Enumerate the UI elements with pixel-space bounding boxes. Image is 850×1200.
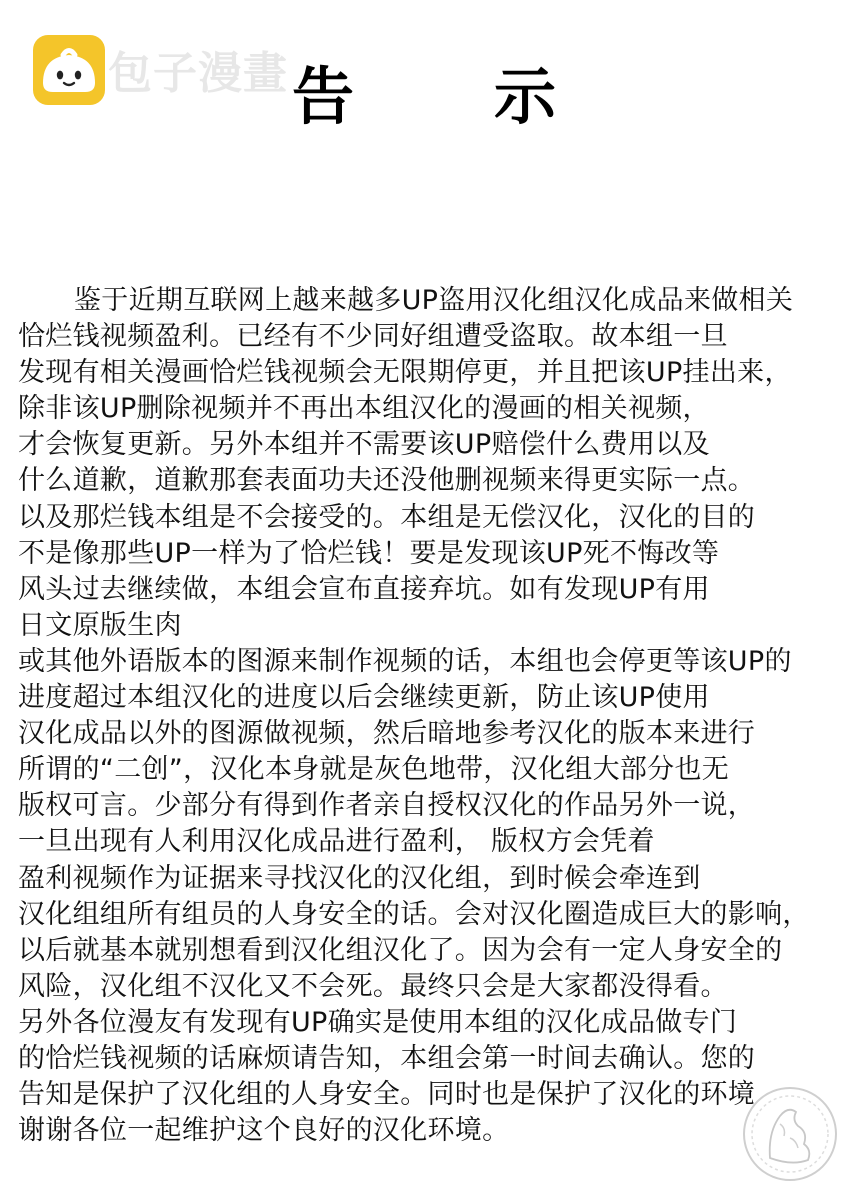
title-char-1: 告 xyxy=(292,60,355,133)
notice-line: 风头过去继续做，本组会宣布直接弃坑。如有发现UP有用 xyxy=(18,573,710,605)
page-title xyxy=(0,58,850,138)
notice-line: 的恰烂钱视频的话麻烦请告知，本组会第一时间去确认。您的 xyxy=(18,1042,756,1074)
notice-line: 一旦出现有人利用汉化成品进行盈利， 版权方会凭着 xyxy=(18,826,655,858)
notice-line: 发现有相关漫画恰烂钱视频会无限期停更，并且把该UP挂出来， xyxy=(18,357,792,389)
notice-line: 日文原版生肉 xyxy=(18,609,182,641)
notice-line: 进度超过本组汉化的进度以后会继续更新，防止该UP使用 xyxy=(18,682,710,714)
notice-line: 汉化成品以外的图源做视频，然后暗地参考汉化的版本来进行 xyxy=(18,718,756,750)
notice-line: 除非该UP删除视频并不再出本组汉化的漫画的相关视频， xyxy=(18,393,710,425)
notice-line: 版权可言。少部分有得到作者亲自授权汉化的作品另外一说， xyxy=(18,790,756,822)
notice-line: 告知是保护了汉化组的人身安全。同时也是保护了汉化的环境 xyxy=(18,1079,756,1111)
watermark-site-name: 包子漫畫 xyxy=(108,48,288,99)
notice-line: 汉化组组所有组员的人身安全的话。会对汉化圈造成巨大的影响， xyxy=(18,898,810,930)
notice-body xyxy=(18,283,840,1149)
notice-line: 谢谢各位一起维护这个良好的汉化环境。 xyxy=(18,1115,510,1147)
notice-line: 风险，汉化组不汉化又不会死。最终只会是大家都没得看。 xyxy=(18,970,728,1002)
notice-line: 以后就基本就别想看到汉化组汉化了。因为会有一定人身安全的 xyxy=(18,934,783,966)
circular-seal-icon xyxy=(740,1080,840,1188)
notice-line: 所谓的“二创”，汉化本身就是灰色地带，汉化组大部分也无 xyxy=(18,754,730,786)
seal-graphic xyxy=(740,1080,840,1188)
notice-line: 不是像那些UP一样为了恰烂钱！要是发现该UP死不悔改等 xyxy=(18,537,720,569)
title-char-2: 示 xyxy=(494,60,557,133)
notice-line: 恰烂钱视频盈利。已经有不少同好组遭受盗取。故本组一旦 xyxy=(18,321,728,353)
notice-line: 才会恢复更新。另外本组并不需要该UP赔偿什么费用以及 xyxy=(18,429,710,461)
notice-line: 另外各位漫友有发现有UP确实是使用本组的汉化成品做专门 xyxy=(18,1006,738,1038)
notice-line: 盈利视频作为证据来寻找汉化的汉化组，到时候会牵连到 xyxy=(18,862,701,894)
notice-line: 鉴于近期互联网上越来越多UP盗用汉化组汉化成品来做相关 xyxy=(74,285,794,316)
notice-line: 或其他外语版本的图源来制作视频的话，本组也会停更等该UP的 xyxy=(18,645,792,677)
notice-line: 以及那烂钱本组是不会接受的。本组是无偿汉化，汉化的目的 xyxy=(18,501,756,533)
notice-line: 什么道歉，道歉那套表面功夫还没他删视频来得更实际一点。 xyxy=(18,465,756,497)
